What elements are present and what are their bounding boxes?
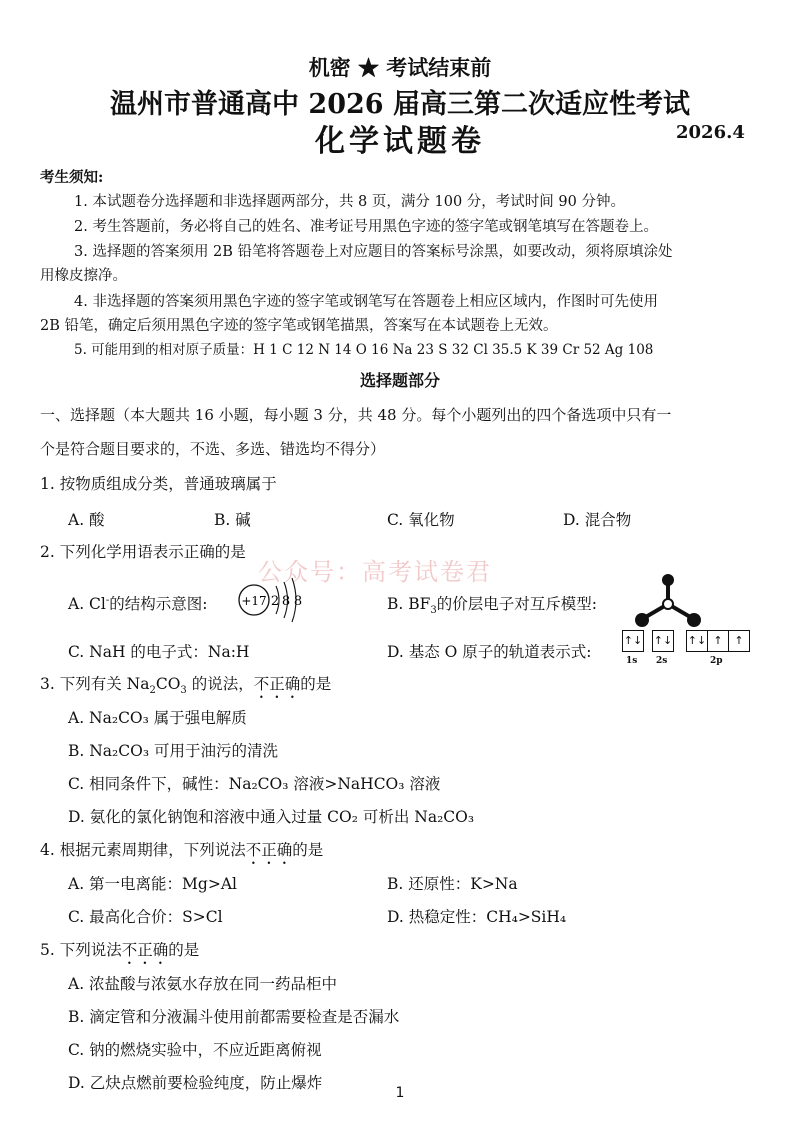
q5-option-d: D. 乙炔点燃前要检验纯度，防止爆炸: [68, 1074, 323, 1092]
q5-option-c: C. 钠的燃烧实验中，不应近距离俯视: [68, 1041, 322, 1059]
q2-a-suffix: 的结构示意图:: [109, 595, 208, 613]
q2-a-sup: -: [105, 594, 110, 606]
q3-negation: 不正确: [253, 675, 301, 693]
q2-b-suffix: 的价层电子对互斥模型:: [436, 595, 597, 613]
q1-option-c: C. 氧化物: [387, 511, 455, 529]
notice-item-3b: 用橡皮擦净。: [40, 268, 127, 284]
q4-negation: 不正确: [245, 841, 293, 859]
q3-stem-sub2: 3: [180, 685, 187, 697]
q4-stem-a: 4. 根据元素周期律，下列说法: [40, 841, 246, 859]
q2-a-prefix: A. Cl: [68, 595, 106, 613]
q1-option-b: B. 碱: [214, 511, 251, 529]
exam-title: 温州市普通高中 2026 届高三第二次适应性考试: [110, 89, 690, 120]
section-intro-b: 个是符合题目要求的，不选、多选、错选均不得分）: [40, 440, 386, 458]
exam-subject: 化学试题卷: [315, 124, 485, 159]
q2-b-sub: 3: [430, 605, 437, 617]
q3-stem: [40, 672, 331, 702]
orbital-2p-2: ↑: [707, 630, 729, 652]
notice-item-4a: 4. 非选择题的答案须用黑色字迹的签字笔或钢笔写在答题卷上相应区域内，作图时可先使用: [74, 294, 658, 310]
q5-option-a: A. 浓盐酸与浓氨水存放在同一药品柜中: [68, 975, 338, 993]
notice-item-3a: 3. 选择题的答案须用 2B 铅笔将答题卷上对应题目的答案标号涂黑，如要改动，须将原填涂处: [74, 244, 673, 260]
q2-option-a: [68, 592, 208, 614]
q2-b-prefix: B. BF: [387, 595, 431, 613]
confidential-label: 机密 ★ 考试结束前: [308, 55, 492, 80]
q2-option-c: C. NaH 的电子式：Na:H: [68, 643, 250, 661]
q3-stem-a: 3. 下列有关 Na: [40, 675, 150, 693]
chlorine-ion-structure-diagram: [232, 572, 312, 628]
q2-stem: 2. 下列化学用语表示正确的是: [40, 543, 246, 561]
q3-stem-b: CO: [155, 675, 181, 693]
q4-option-b: B. 还原性：K>Na: [387, 875, 518, 893]
q2-option-b: [387, 592, 597, 616]
q4-option-d: D. 热稳定性：CH₄>SiH₄: [387, 908, 567, 926]
section-title: 选择题部分: [359, 371, 440, 390]
label-2s: 2s: [656, 656, 668, 666]
notice-heading: 考生须知:: [40, 169, 104, 186]
q2-option-d: D. 基态 O 原子的轨道表示式:: [387, 643, 592, 661]
q5-stem: [40, 938, 199, 968]
notice-item-4b: 2B 铅笔，确定后须用黑色字迹的签字笔或钢笔描黑，答案写在本试题卷上无效。: [40, 318, 558, 334]
q4-option-c: C. 最高化合价：S>Cl: [68, 908, 223, 926]
q1-option-d: D. 混合物: [563, 511, 632, 529]
q3-option-d: D. 氨化的氯化钠饱和溶液中通入过量 CO₂ 可析出 Na₂CO₃: [68, 808, 475, 826]
q4-stem: [40, 838, 323, 868]
notice-item-2: 2. 考生答题前，务必将自己的姓名、准考证号用黑色字迹的签字笔或钢笔填写在答题卷上。: [74, 219, 658, 235]
section-intro-a: 一、选择题（本大题共 16 小题，每小题 3 分，共 48 分。每个小题列出的四个备选项中只有一: [40, 406, 672, 424]
q4-stem-b: 的是: [292, 841, 324, 859]
q3-option-a: A. Na₂CO₃ 属于强电解质: [68, 709, 247, 727]
q5-option-b: B. 滴定管和分液漏斗使用前都需要检查是否漏水: [68, 1008, 400, 1026]
orbital-2p-3: ↑: [728, 630, 750, 652]
label-2p: 2p: [710, 656, 723, 666]
orbital-2p-1: ↑↓: [686, 630, 708, 652]
watermark: 公众号：高考试卷君: [258, 558, 492, 586]
q5-stem-a: 5. 下列说法: [40, 941, 122, 959]
q3-stem-sub: 2: [149, 685, 156, 697]
q5-negation: 不正确: [121, 941, 169, 959]
page-number: 1: [395, 1085, 405, 1101]
q3-stem-c: 的说法，: [186, 675, 254, 693]
orbital-2s: ↑↓: [652, 630, 674, 652]
nucleus-charge: +17: [241, 594, 267, 608]
q3-option-b: B. Na₂CO₃ 可用于油污的清洗: [68, 742, 278, 760]
shell-1-count: 2: [270, 594, 280, 609]
bf3-vsepr-model-icon: [628, 570, 708, 636]
q4-option-a: A. 第一电离能：Mg>Al: [68, 875, 237, 893]
notice-item-5: 5. 可能用到的相对原子质量：H 1 C 12 N 14 O 16 Na 23 S 32 Cl 35.5 K 39 Cr 52 Ag 108: [74, 342, 654, 358]
q5-stem-b: 的是: [168, 941, 200, 959]
q1-stem: 1. 按物质组成分类，普通玻璃属于: [40, 475, 277, 493]
label-1s: 1s: [626, 656, 638, 666]
shell-3-count: 8: [293, 594, 303, 609]
q3-option-c: C. 相同条件下，碱性：Na₂CO₃ 溶液>NaHCO₃ 溶液: [68, 775, 441, 793]
notice-item-1: 1. 本试题卷分选择题和非选择题两部分，共 8 页，满分 100 分，考试时间 90 分钟。: [74, 194, 625, 210]
exam-date: 2026.4: [676, 122, 745, 143]
orbital-1s: ↑↓: [622, 630, 644, 652]
q1-option-a: A. 酸: [68, 511, 105, 529]
shell-2-count: 8: [281, 594, 291, 609]
q3-stem-d: 的是: [300, 675, 332, 693]
